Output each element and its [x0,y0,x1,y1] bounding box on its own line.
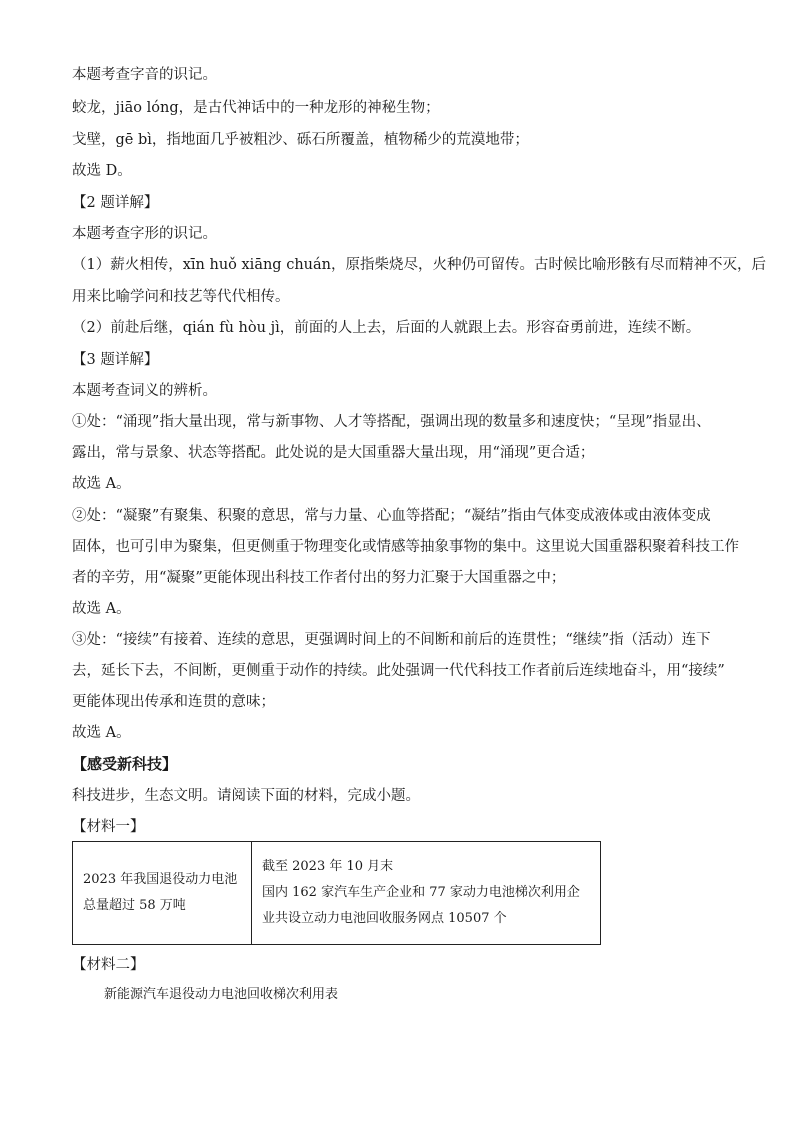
cell-text: 国内 162 家汽车生产企业和 77 家动力电池梯次利用企 [262,885,580,900]
text-line: 蛟龙，jiāo lóng，是古代神话中的一种龙形的神秘生物； [72,100,440,116]
table-row [73,842,601,945]
text-line: 科技进步，生态文明。请阅读下面的材料，完成小题。 [72,788,420,804]
cell-text: 业共设立动力电池回收服务网点 10507 个 [262,911,507,926]
cell-text: 截至 2023 年 10 月末 [262,859,394,874]
table-title: 新能源汽车退役动力电池回收梯次利用表 [104,987,339,1002]
text-line: 本题考查词义的辨析。 [72,383,217,399]
text-line: 本题考查字音的识记。 [72,67,217,83]
text-line: 故选 A。 [72,601,131,617]
material-two-label: 【材料二】 [72,957,145,973]
table-cell-right [252,842,601,945]
text-line: ③处：“接续”有接着、连续的意思，更强调时间上的不间断和前后的连贯性；“继续”指（活动）连下 [72,632,711,648]
text-line: 更能体现出传承和连贯的意味； [72,694,275,710]
text-line: 故选 A。 [72,725,131,741]
text-line: ①处：“涌现”指大量出现，常与新事物、人才等搭配，强调出现的数量多和速度快；“呈现”指显出、 [72,414,711,430]
text-line: 本题考查字形的识记。 [72,226,217,242]
text-line: 故选 A。 [72,476,131,492]
text-line: ②处：“凝聚”有聚集、积聚的意思，常与力量、心血等搭配；“凝结”指由气体变成液体或由液体变成 [72,508,711,524]
text-line: 故选 D。 [72,163,132,179]
text-line: 用来比喻学问和技艺等代代相传。 [72,289,290,305]
section-heading: 【2 题详解】 [72,195,159,211]
text-line: （1）薪火相传，xīn huǒ xiāng chuán，原指柴烧尽，火种仍可留传。古时候比喻形骸有尽而精神不灭，后 [72,257,766,273]
cell-text: 2023 年我国退役动力电池 [83,872,238,887]
text-line: 者的辛劳，用“凝聚”更能体现出科技工作者付出的努力汇聚于大国重器之中； [72,570,566,586]
cell-text: 总量超过 58 万吨 [83,898,186,913]
section-title: 【感受新科技】 [72,755,178,773]
material-one-table [72,841,601,945]
material-one-label: 【材料一】 [72,819,145,835]
text-line: 去，延长下去，不间断，更侧重于动作的持续。此处强调一代代科技工作者前后连续地奋斗，用“接续” [72,663,725,679]
text-line: （2）前赴后继，qián fù hòu jì，前面的人上去，后面的人就跟上去。形容奋勇前进，连续不断。 [72,320,701,336]
text-line: 露出，常与景象、状态等搭配。此处说的是大国重器大量出现，用“涌现”更合适； [72,445,595,461]
text-line: 固体，也可引申为聚集，但更侧重于物理变化或情感等抽象事物的集中。这里说大国重器积聚着科技工作 [72,539,739,555]
section-heading: 【3 题详解】 [72,352,159,368]
table-cell-left [73,842,252,945]
text-line: 戈壁，gē bì，指地面几乎被粗沙、砾石所覆盖，植物稀少的荒漠地带； [72,132,529,148]
